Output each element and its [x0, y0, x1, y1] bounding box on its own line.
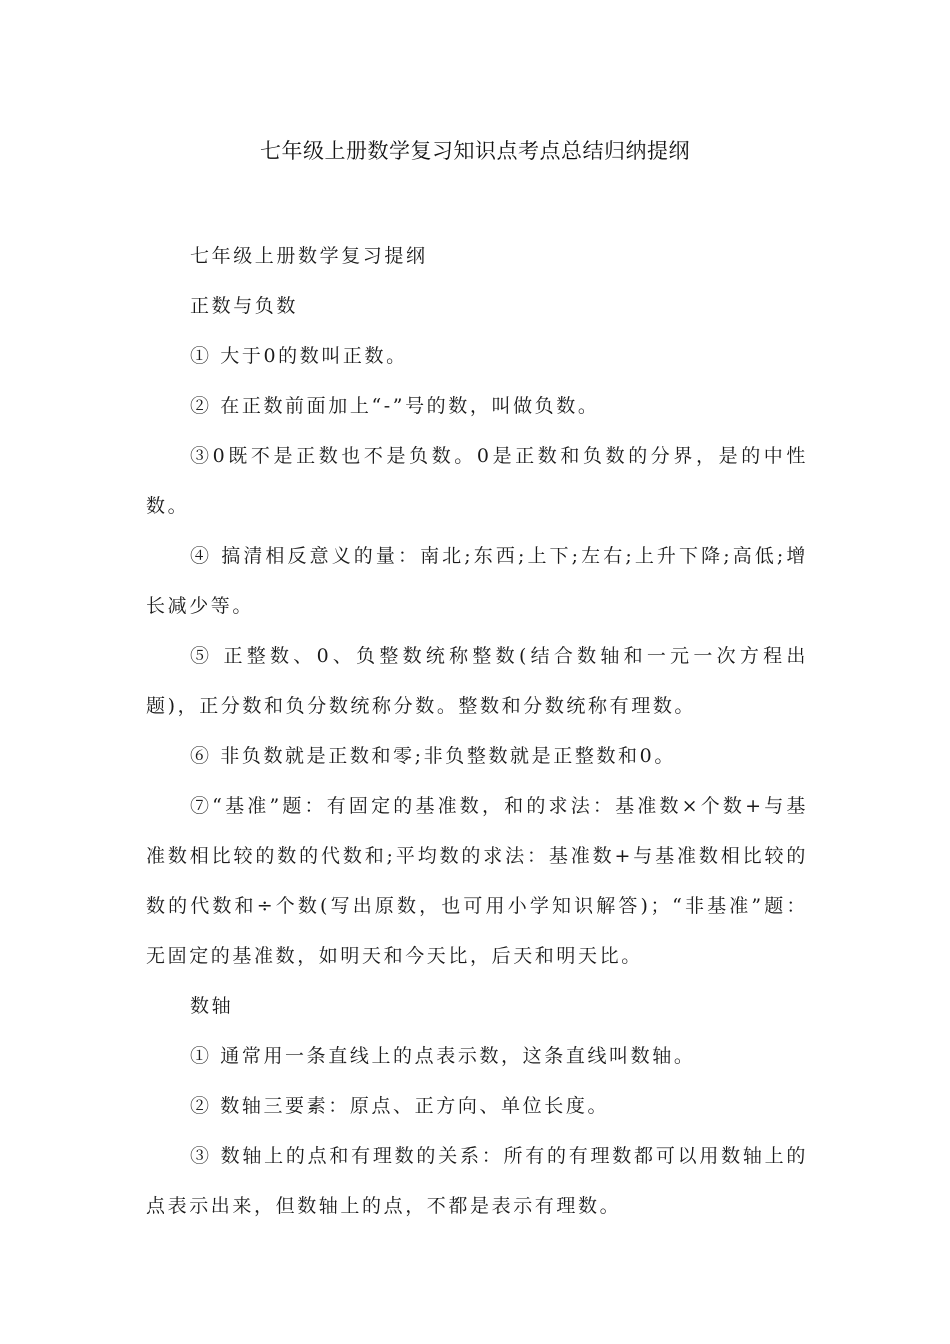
paragraph-number-line-2: ② 数轴三要素：原点、正方向、单位长度。: [190, 1095, 610, 1117]
paragraph-item-3: ③0既不是正数也不是负数。0是正数和负数的分界，是的中性数。: [146, 445, 808, 517]
document-body: [146, 231, 808, 1231]
section-heading-outline: 七年级上册数学复习提纲: [190, 245, 428, 267]
paragraph-item-4: ④ 搞清相反意义的量：南北;东西;上下;左右;上升下降;高低;增长减少等。: [146, 545, 808, 617]
paragraph-item-2: ② 在正数前面加上“-”号的数，叫做负数。: [190, 395, 600, 417]
paragraph-item-5: ⑤ 正整数、0、负整数统称整数(结合数轴和一元一次方程出题)，正分数和负分数统称分数。整数和分数统称有理数。: [146, 645, 808, 717]
paragraph-item-1: ① 大于0的数叫正数。: [190, 345, 408, 367]
paragraph-item-6: ⑥ 非负数就是正数和零;非负整数就是正整数和0。: [190, 745, 676, 767]
paragraph-item-7: ⑦“基准”题：有固定的基准数，和的求法：基准数×个数+与基准数相比较的数的代数和;平均数的求法：基准数+与基准数相比较的数的代数和÷个数(写出原数，也可用小学知识解答)；“非基准”题：无固定的基准数，如明天和今天比，后天和明天比。: [146, 795, 808, 967]
paragraph-number-line-3: ③ 数轴上的点和有理数的关系：所有的有理数都可以用数轴上的点表示出来，但数轴上的点，不都是表示有理数。: [146, 1145, 808, 1217]
section-heading-number-line: 数轴: [190, 995, 234, 1017]
paragraph-number-line-1: ① 通常用一条直线上的点表示数，这条直线叫数轴。: [190, 1045, 696, 1067]
section-heading-positive-negative: 正数与负数: [190, 295, 299, 317]
document-title: 七年级上册数学复习知识点考点总结归纳提纲: [260, 139, 690, 163]
